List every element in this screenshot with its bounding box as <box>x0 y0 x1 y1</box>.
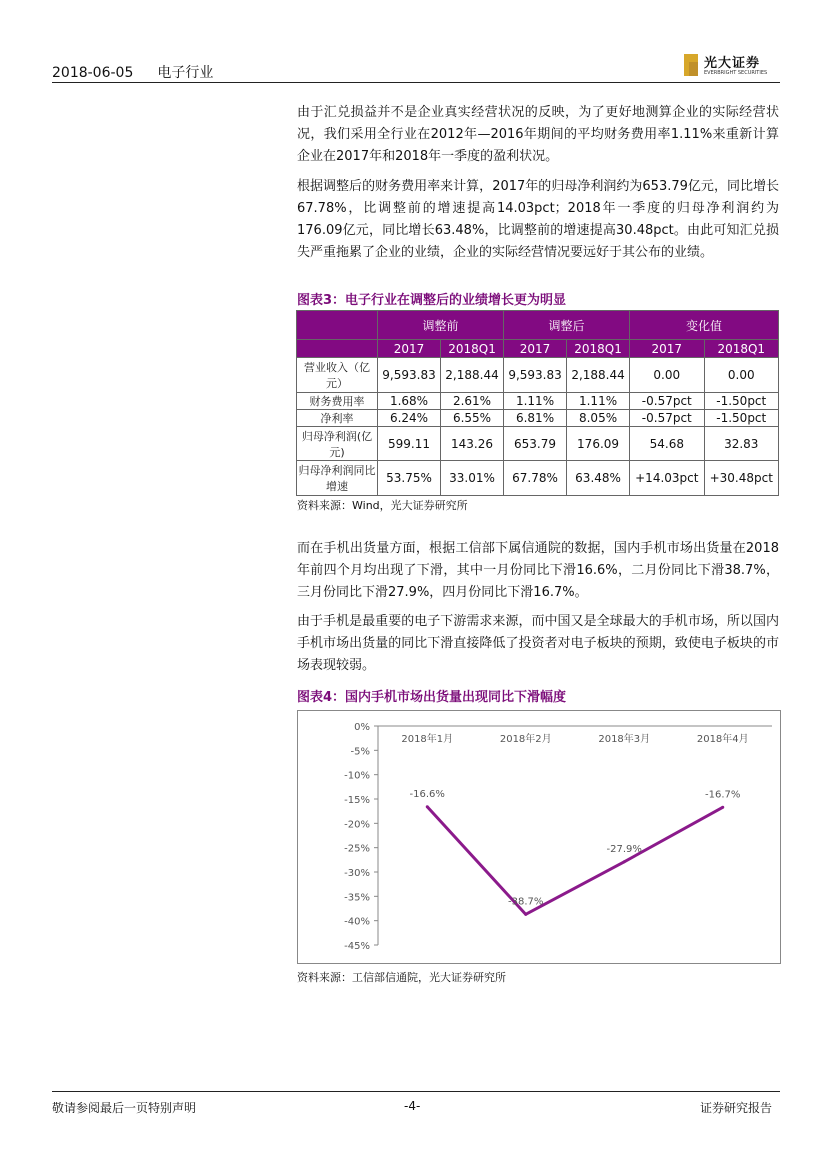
data-point <box>721 806 724 809</box>
table-cell: 0.00 <box>630 358 704 393</box>
table3-source: 资料来源：Wind，光大证券研究所 <box>297 499 468 512</box>
group-header: 调整后 <box>504 311 630 340</box>
table-cell: 8.05% <box>567 410 630 427</box>
table-cell: 6.55% <box>441 410 504 427</box>
y-tick-label: -35% <box>344 892 370 904</box>
y-tick-label: -10% <box>344 770 370 782</box>
x-tick-label: 2018年3月 <box>598 734 651 745</box>
footer-disclaimer: 敬请参阅最后一页特别声明 <box>52 1101 197 1115</box>
table-cell: -1.50pct <box>704 393 778 410</box>
x-tick-label: 2018年2月 <box>499 734 552 745</box>
table-cell: 63.48% <box>567 461 630 496</box>
table-cell: 9,593.83 <box>378 358 441 393</box>
logo-text-cn: 光大证券 <box>704 56 761 71</box>
footer-divider <box>52 1091 780 1092</box>
logo-mark-inner-icon <box>689 62 698 76</box>
table-cell: -0.57pct <box>630 393 704 410</box>
table-row <box>297 461 779 496</box>
table-cell: 1.11% <box>567 393 630 410</box>
row-label: 归母净利润同比增速 <box>297 461 378 496</box>
data-label: -27.9% <box>606 843 642 855</box>
figure4-title: 图表4：国内手机市场出货量出现同比下滑幅度 <box>297 690 567 705</box>
y-tick-label: -5% <box>350 746 370 758</box>
row-label: 营业收入（亿元） <box>297 358 378 393</box>
y-tick-label: -30% <box>344 868 370 879</box>
data-point <box>623 860 626 863</box>
table-cell: 1.68% <box>378 393 441 410</box>
table-cell: 0.00 <box>704 358 778 393</box>
table-cell: 143.26 <box>441 427 504 461</box>
table3 <box>296 310 779 496</box>
table3-title: 图表3：电子行业在调整后的业绩增长更为明显 <box>297 293 567 308</box>
table-cell: 33.01% <box>441 461 504 496</box>
table-cell: 53.75% <box>378 461 441 496</box>
data-point <box>426 805 429 808</box>
data-label: -38.7% <box>508 896 544 908</box>
table-corner <box>297 311 378 340</box>
table-cell: 9,593.83 <box>504 358 567 393</box>
row-label: 归母净利润(亿元) <box>297 427 378 461</box>
table-row <box>297 427 779 461</box>
y-tick-label: -20% <box>344 819 370 831</box>
row-label: 净利率 <box>297 410 378 427</box>
y-tick-label: 0% <box>354 722 370 733</box>
table-cell: 2,188.44 <box>567 358 630 393</box>
report-date: 2018-06-05 <box>52 65 134 81</box>
data-label: -16.6% <box>409 788 445 800</box>
paragraph-3: 而在手机出货量方面，根据工信部下属信通院的数据，国内手机市场出货量在2018年前四个月均出现了下滑，其中一月份同比下滑16.6%，二月份同比下滑38.7%，三月份同比下滑27.9%，四月份同比下滑16.7%。 <box>297 541 779 600</box>
y-tick-label: -45% <box>344 941 370 952</box>
header-bar <box>52 62 213 82</box>
table-cell: -0.57pct <box>630 410 704 427</box>
figure4-chart-frame <box>297 710 781 964</box>
table-cell: 1.11% <box>504 393 567 410</box>
row-label: 财务费用率 <box>297 393 378 410</box>
sub-header: 2018Q1 <box>704 340 778 358</box>
figure4-line-chart <box>298 711 780 963</box>
sub-header: 2017 <box>504 340 567 358</box>
table-cell: +30.48pct <box>704 461 778 496</box>
figure4-source: 资料来源：工信部信通院，光大证券研究所 <box>297 971 506 984</box>
logo-text-en: EVERBRIGHT SECURITIES <box>704 70 768 76</box>
table-cell: 653.79 <box>504 427 567 461</box>
paragraph-1: 由于汇兑损益并不是企业真实经营状况的反映，为了更好地测算企业的实际经营状况，我们采用全行业在2012年—2016年期间的平均财务费用率1.11%来重新计算企业在2017年和2018年一季度的盈利状况。 <box>297 105 779 164</box>
y-tick-label: -40% <box>344 916 370 928</box>
data-label: -16.7% <box>705 789 741 801</box>
sub-header: 2018Q1 <box>567 340 630 358</box>
y-tick-label: -25% <box>344 843 370 855</box>
table-cell: 67.78% <box>504 461 567 496</box>
table-row <box>297 358 779 393</box>
table-cell: +14.03pct <box>630 461 704 496</box>
table-cell: 6.81% <box>504 410 567 427</box>
table-cell: 54.68 <box>630 427 704 461</box>
table-cell: -1.50pct <box>704 410 778 427</box>
industry-label: 电子行业 <box>157 65 214 81</box>
paragraph-4: 由于手机是最重要的电子下游需求来源，而中国又是全球最大的手机市场，所以国内手机市场出货量的同比下滑直接降低了投资者对电子板块的预期，致使电子板块的市场表现较弱。 <box>297 614 779 673</box>
sub-header: 2017 <box>378 340 441 358</box>
company-logo <box>684 52 780 80</box>
table-cell: 2.61% <box>441 393 504 410</box>
table-cell: 176.09 <box>567 427 630 461</box>
paragraph-2: 根据调整后的财务费用率来计算，2017年的归母净利润约为653.79亿元，同比增长67.78%，比调整前的增速提高14.03pct；2018年一季度的归母净利润约为176.09亿元，同比增长63.48%，比调整前的增速提高30.48pct。由此可知汇兑损失严重拖累了企业的业绩，企业的实际经营情况要远好于其公布的业绩。 <box>297 179 779 260</box>
data-point <box>524 913 527 916</box>
x-tick-label: 2018年1月 <box>401 734 454 745</box>
footer-report-type: 证券研究报告 <box>700 1101 773 1115</box>
group-header: 变化值 <box>630 311 779 340</box>
sub-header: 2018Q1 <box>441 340 504 358</box>
table-row <box>297 410 779 427</box>
series-line <box>427 807 723 915</box>
table-cell: 6.24% <box>378 410 441 427</box>
group-header: 调整前 <box>378 311 504 340</box>
page-number: -4- <box>404 1099 421 1113</box>
table-row <box>297 393 779 410</box>
header-divider <box>52 82 780 83</box>
y-tick-label: -15% <box>344 795 370 806</box>
table-cell: 2,188.44 <box>441 358 504 393</box>
sub-header: 2017 <box>630 340 704 358</box>
table-cell: 32.83 <box>704 427 778 461</box>
table-cell: 599.11 <box>378 427 441 461</box>
table-corner <box>297 340 378 358</box>
x-tick-label: 2018年4月 <box>696 734 749 745</box>
